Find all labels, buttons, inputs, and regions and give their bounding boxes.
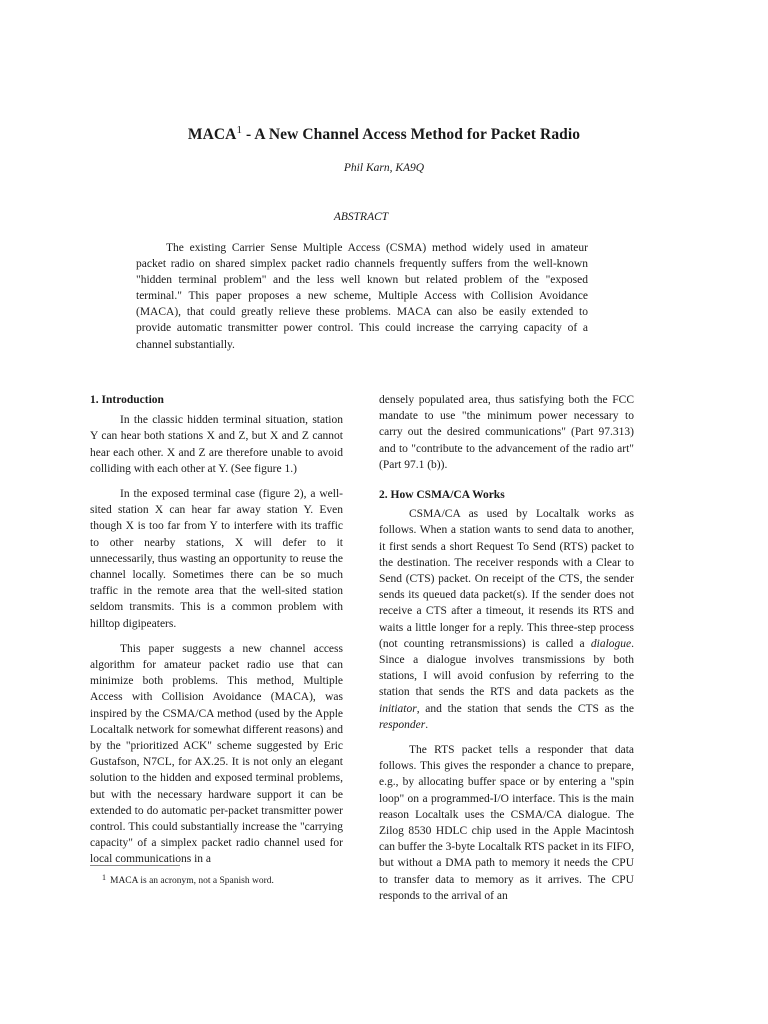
footnote-rule bbox=[90, 865, 180, 866]
title-footnote-mark: 1 bbox=[236, 124, 243, 136]
paper-title bbox=[0, 124, 768, 144]
abstract-heading: ABSTRACT bbox=[333, 211, 389, 223]
title-rest: - A New Channel Access Method for Packet Radio bbox=[242, 126, 581, 143]
intro-paragraph-2: In the exposed terminal case (figure 2), a well-sited station X can hear far away station Y. Even though X is too far from Y to interfere with its traffic to other nearby stations, X will defer to it unnecessarily, thus wasting an opportunity to reuse the channel locally. Sometimes there can be so much traffic in the remote area that the well-sited station seldom transmits. This is a common problem with hilltop digipeaters. bbox=[90, 488, 343, 630]
left-column bbox=[90, 392, 343, 877]
footnote-text: MACA is an acronym, not a Spanish word. bbox=[110, 876, 274, 886]
term-dialogue: dialogue bbox=[590, 637, 632, 650]
csma-paragraph-1 bbox=[379, 506, 634, 733]
section-heading-csma-ca: 2. How CSMA/CA Works bbox=[379, 489, 505, 502]
section-heading-introduction: 1. Introduction bbox=[90, 394, 164, 406]
intro-paragraph-1: In the classic hidden terminal situation, station Y can hear both stations X and Z, but X and Z cannot hear each other. X and Z are therefore unable to avoid colliding with each other at Y. (See figure 1.) bbox=[90, 414, 343, 475]
csma-p1-text-b: . Since a dialogue involves transmissions by both stations, I will avoid confusion by referring to the station that sends the RTS and data packets as the bbox=[379, 637, 634, 699]
csma-p1-text-c: , and the station that sends the CTS as the bbox=[416, 702, 634, 715]
abstract-text: The existing Carrier Sense Multiple Access (CSMA) method widely used in amateur packet radio on shared simplex packet radio channels frequently suffers from the well-known "hidden terminal problem" and the less well known but related problem of the "exposed terminal." This paper proposes a new scheme, Multiple Access with Collision Avoidance (MACA), that could greatly relieve these problems. MACA can also be easily extended to provide automatic transmitter power control. This could increase the carrying capacity of a channel substantially. bbox=[136, 242, 588, 351]
csma-paragraph-2: The RTS packet tells a responder that data follows. This gives the responder a chance to prepare, e.g., by allocating buffer space or by entering a "spin loop" on a programmed-I/O interface. This is the main reason Localtalk uses the CSMA/CA dialogue. The Zilog 8530 HDLC chip used in the Apple Macintosh can buffer the 3-byte Localtalk RTS packet in its FIFO, but without a DMA path to memory it needs the CPU to transfer data to memory as it arrives. The CPU responds to the arrival of an bbox=[379, 744, 634, 902]
intro-paragraph-3: This paper suggests a new channel access algorithm for amateur packet radio use that can minimize both problems. This method, Multiple Access with Collision Avoidance (MACA), was inspired by the CSMA/CA method (used by the Apple Localtalk network for somewhat different reasons) and by the "prioritized ACK" scheme suggested by Eric Gustafson, N7CL, for AX.25. It is not only an elegant solution to the hidden and exposed terminal problems, but with the necessary hardware support it can be extended to do automatic per-packet transmitter power control. This could substantially increase the "carrying capacity" of a simplex packet radio channel used for local communications in a bbox=[90, 642, 343, 866]
author-line: Phil Karn, KA9Q bbox=[343, 162, 425, 174]
csma-p1-text-d: . bbox=[425, 718, 429, 731]
footnote-mark: 1 bbox=[102, 873, 106, 882]
right-column bbox=[379, 392, 634, 913]
term-initiator: initiator bbox=[379, 702, 417, 715]
title-main: MACA bbox=[187, 126, 237, 143]
intro-paragraph-3-continued: densely populated area, thus satisfying both the FCC mandate to use "the minimum power necessary to carry out the desired communications" (Part 97.313) and to "contribute to the advancement of the radio art" (Part 97.1 (b)). bbox=[379, 394, 634, 471]
term-responder: responder bbox=[379, 718, 426, 731]
csma-p1-text-a: CSMA/CA as used by Localtalk works as follows. When a station wants to send data to another, it first sends a short Request To Send (RTS) packet to the destination. The receiver responds with a Clear to Send (CTS) packet. On receipt of the CTS, the sender sends its queued data packet(s). If the sender does not receive a CTS after a timeout, it resends its RTS and waits a little longer for a reply. This three-step process (not counting retransmissions) is called a bbox=[379, 508, 634, 650]
footnote bbox=[102, 872, 362, 887]
